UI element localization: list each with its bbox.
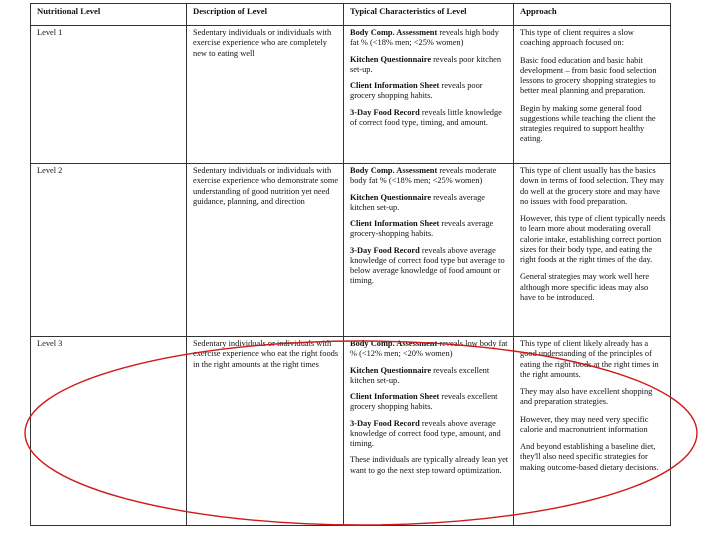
characteristic-label: 3-Day Food Record xyxy=(350,418,420,428)
approach-paragraph: However, they may need very specific calorie and macronutrient information xyxy=(520,414,649,434)
level-cell: Level 2 xyxy=(31,164,187,337)
characteristic-label: 3-Day Food Record xyxy=(350,245,420,255)
characteristic-text: reveals average grocery-shopping habits. xyxy=(350,219,494,239)
characteristic-item xyxy=(350,339,509,360)
characteristic-item xyxy=(350,455,509,476)
characteristic-label: Kitchen Questionnaire xyxy=(350,192,432,202)
approach-cell xyxy=(514,26,671,164)
characteristics-cell xyxy=(344,337,514,526)
characteristic-item xyxy=(350,108,509,129)
characteristic-text: reveals little knowledge of correct food type, timing, and amount. xyxy=(350,107,502,127)
header-row xyxy=(31,4,671,26)
approach-paragraph: Begin by making some general food suggestions while teaching the client the strategies required to support healthy eating. xyxy=(520,103,656,144)
approach-cell xyxy=(514,337,671,526)
characteristic-text: reveals above average knowledge of correct food type but average to below average knowledge of food amount or timing. xyxy=(350,245,505,286)
characteristic-label: Kitchen Questionnaire xyxy=(350,365,432,375)
approach-paragraph: However, this type of client typically needs to learn more about moderating overall calorie intake, establishing correct portion sizes for their body type, and eating the right foods at the right times of the day. xyxy=(520,214,666,264)
characteristic-label: Body Comp. Assessment xyxy=(350,166,438,175)
characteristic-label: Body Comp. Assessment xyxy=(350,28,438,37)
table-row-level-2 xyxy=(31,164,671,337)
header-approach: Approach xyxy=(514,4,671,26)
approach-paragraph: General strategies may work well here although more specific ideas may also have to be introduced. xyxy=(520,272,650,302)
approach-paragraph: This type of client likely already has a good understanding of the principles of eating the right foods at the right times in the right amounts. xyxy=(520,339,659,379)
characteristic-item xyxy=(350,193,509,214)
characteristics-cell xyxy=(344,26,514,164)
characteristic-label: Client Information Sheet xyxy=(350,219,440,228)
characteristic-item xyxy=(350,246,509,287)
header-nutritional-level: Nutritional Level xyxy=(31,4,187,26)
characteristic-item xyxy=(350,55,509,76)
table-row-level-3 xyxy=(31,337,671,526)
characteristic-label: Client Information Sheet xyxy=(350,392,440,401)
characteristics-cell xyxy=(344,164,514,337)
characteristic-label: 3-Day Food Record xyxy=(350,107,420,117)
description-cell: Sedentary individuals or individuals with exercise experience who demonstrate some understanding of good nutrition yet need guidance, planning, and direction xyxy=(187,164,344,337)
description-cell: Sedentary individuals or individuals with exercise experience who eat the right foods in the right amounts at the right times xyxy=(187,337,344,526)
characteristic-text: reveals high body fat % (<18% men; <25% women) xyxy=(350,28,499,48)
characteristic-item xyxy=(350,366,509,387)
approach-cell xyxy=(514,164,671,337)
approach-paragraph: This type of client usually has the basics down in terms of food selection. They may do well at the grocery store and may have no issues with food preparation. xyxy=(520,166,665,206)
approach-paragraph: Basic food education and basic habit development – from basic food selection lessons to grocery shopping strategies to better meal planning and preparation. xyxy=(520,55,657,96)
nutrition-levels-table xyxy=(30,3,671,526)
characteristic-item xyxy=(350,81,509,102)
characteristic-label: Client Information Sheet xyxy=(350,81,440,90)
characteristic-item xyxy=(350,219,509,240)
approach-paragraph: This type of client requires a slow coaching approach focused on: xyxy=(520,28,634,48)
header-characteristics: Typical Characteristics of Level xyxy=(344,4,514,26)
characteristic-label: Kitchen Questionnaire xyxy=(350,54,432,64)
characteristic-text: reveals excellent kitchen set-up. xyxy=(350,365,490,385)
characteristic-item xyxy=(350,419,509,450)
characteristic-text: reveals excellent grocery shopping habits. xyxy=(350,392,498,412)
description-cell: Sedentary individuals or individuals with exercise experience who are completely new to eating well xyxy=(187,26,344,164)
level-cell: Level 3 xyxy=(31,337,187,526)
characteristic-item xyxy=(350,166,509,187)
characteristic-text: reveals poor grocery shopping habits. xyxy=(350,81,483,101)
approach-paragraph: And beyond establishing a baseline diet, they'll also need specific strategies for making outcome-based dietary decisions. xyxy=(520,442,659,472)
characteristic-label: Body Comp. Assessment xyxy=(350,339,438,348)
characteristic-text: reveals poor kitchen set-up. xyxy=(350,54,502,74)
characteristic-text: reveals above average knowledge of correct food type, amount, and timing. xyxy=(350,418,501,448)
level-cell: Level 1 xyxy=(31,26,187,164)
characteristic-text: These individuals are typically already lean yet want to go the next step toward optimization. xyxy=(350,455,509,475)
characteristic-item xyxy=(350,392,509,413)
header-description: Description of Level xyxy=(187,4,344,26)
characteristic-text: reveals moderate body fat % (<18% men; <25% women) xyxy=(350,166,497,186)
characteristic-item xyxy=(350,28,509,49)
characteristic-text: reveals low body fat % (<12% men; <20% women) xyxy=(350,339,508,359)
approach-paragraph: They may also have excellent shopping and preparation strategies. xyxy=(520,387,653,407)
table-row-level-1 xyxy=(31,26,671,164)
characteristic-text: reveals average kitchen set-up. xyxy=(350,192,485,212)
